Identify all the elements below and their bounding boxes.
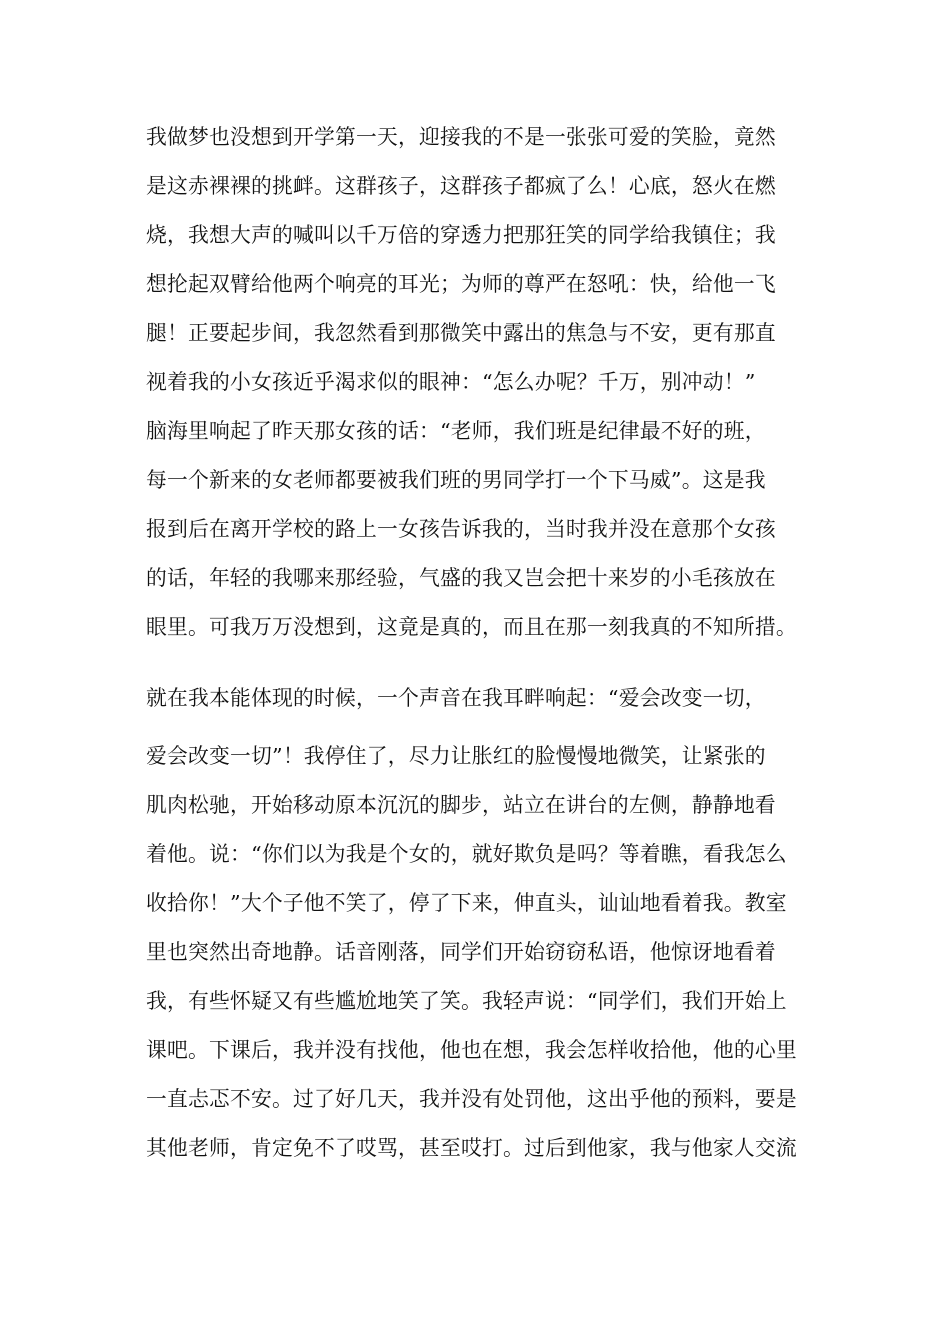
text-line: 就在我本能体现的时候，一个声音在我耳畔响起：“爱会改变一切， [146,686,766,710]
text-line: 腿！正要起步间，我忽然看到那微笑中露出的焦急与不安，更有那直 [146,321,776,345]
text-line: 收拾你！”大个子他不笑了，停了下来，伸直头，讪讪地看着我。教室 [146,891,787,915]
text-line: 爱会改变一切”！我停住了，尽力让胀红的脸慢慢地微笑，让紧张的 [146,744,766,768]
text-line: 是这赤裸裸的挑衅。这群孩子，这群孩子都疯了么！心底，怒火在燃 [146,174,776,198]
text-line: 着他。说：“你们以为我是个女的，就好欺负是吗？等着瞧，看我怎么 [146,842,787,866]
text-line: 我，有些怀疑又有些尴尬地笑了笑。我轻声说：“同学们，我们开始上 [146,989,787,1013]
text-line: 的话，年轻的我哪来那经验，气盛的我又岂会把十来岁的小毛孩放在 [146,566,776,590]
text-line: 我做梦也没想到开学第一天，迎接我的不是一张张可爱的笑脸，竟然 [146,125,776,149]
text-line: 烧，我想大声的喊叫以千万倍的穿透力把那狂笑的同学给我镇住；我 [146,223,776,247]
text-line: 报到后在离开学校的路上一女孩告诉我的，当时我并没在意那个女孩 [146,517,776,541]
text-line: 眼里。可我万万没想到，这竟是真的，而且在那一刻我真的不知所措。 [146,615,797,639]
text-line: 一直忐忑不安。过了好几天，我并没有处罚他，这出乎他的预料，要是 [146,1087,797,1111]
text-line: 每一个新来的女老师都要被我们班的男同学打一个下马威”。这是我 [146,468,766,492]
text-line: 里也突然出奇地静。话音刚落，同学们开始窃窃私语，他惊讶地看着 [146,940,776,964]
text-line: 肌肉松驰，开始移动原本沉沉的脚步，站立在讲台的左侧，静静地看 [146,793,776,817]
text-line: 脑海里响起了昨天那女孩的话：“老师，我们班是纪律最不好的班， [146,419,766,443]
text-line: 想抡起双臂给他两个响亮的耳光；为师的尊严在怒吼：快，给他一飞 [146,272,776,296]
text-line: 其他老师，肯定免不了哎骂，甚至哎打。过后到他家，我与他家人交流 [146,1136,797,1160]
text-line: 课吧。下课后，我并没有找他，他也在想，我会怎样收拾他，他的心里 [146,1038,797,1062]
text-line: 视着我的小女孩近乎渴求似的眼神：“怎么办呢？千万，别冲动！” [146,370,756,394]
